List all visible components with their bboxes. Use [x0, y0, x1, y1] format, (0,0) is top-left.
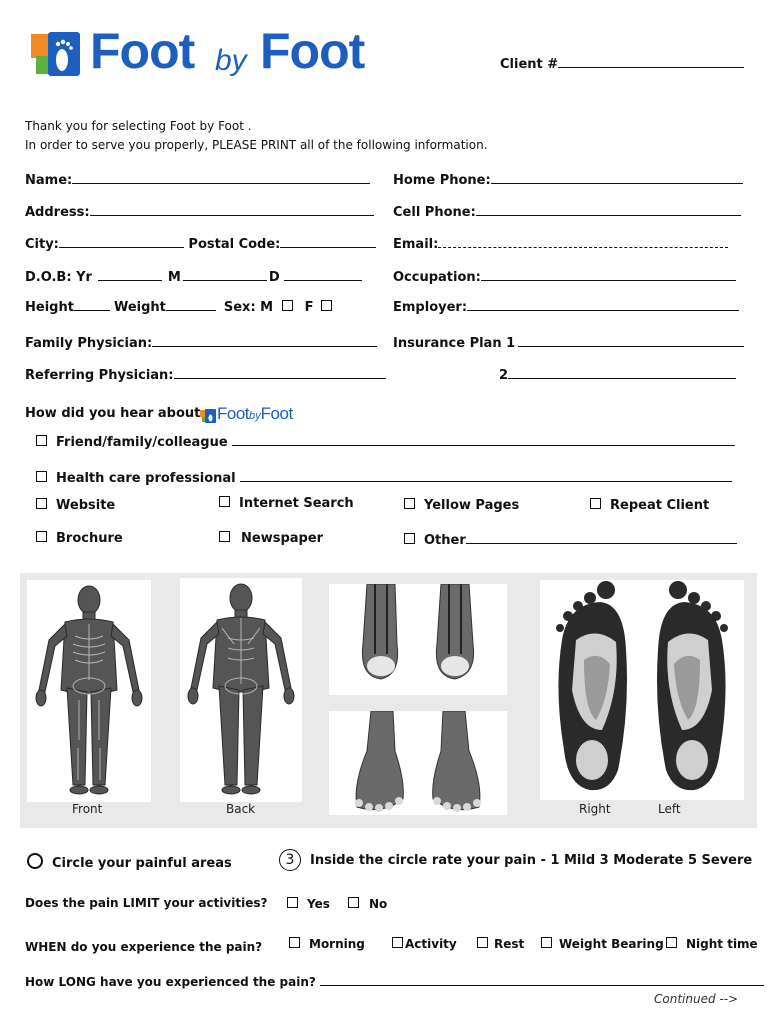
referral-option-other[interactable] — [404, 531, 737, 548]
limit-no-label: No — [369, 897, 388, 911]
client-number-label: Client # — [500, 57, 559, 72]
employer-label: Employer: — [393, 300, 468, 315]
insurance-plan-2-field[interactable] — [499, 366, 736, 383]
left-caption: Left — [658, 802, 681, 816]
address-label: Address: — [25, 205, 90, 220]
limit-no-option[interactable] — [348, 897, 387, 912]
weight-bearing-label: Weight Bearing — [559, 937, 664, 951]
when-question: WHEN do you experience the pain? — [25, 940, 263, 954]
height-label: Height — [25, 300, 74, 315]
family-physician-line[interactable] — [152, 334, 377, 347]
referral-option-website[interactable] — [36, 498, 115, 513]
name-field[interactable] — [25, 171, 370, 188]
brochure-checkbox[interactable] — [36, 531, 47, 542]
home-phone-label: Home Phone: — [393, 173, 491, 188]
referral-option-brochure[interactable] — [36, 531, 123, 546]
occupation-label: Occupation: — [393, 270, 481, 285]
feet-top-figure — [329, 711, 507, 815]
limit-question: Does the pain LIMIT your activities? — [25, 896, 268, 910]
activity-label: Activity — [405, 937, 457, 951]
postal-code-label: Postal Code: — [188, 237, 281, 252]
ankle-back-figure — [329, 584, 507, 695]
yellow-label: Yellow Pages — [424, 498, 520, 513]
other-checkbox[interactable] — [404, 533, 415, 544]
friend-checkbox[interactable] — [36, 435, 47, 446]
referring-physician-line[interactable] — [174, 366, 386, 379]
insurance-plan-label: Insurance Plan 1 — [393, 336, 516, 351]
limit-yes-label: Yes — [307, 897, 330, 911]
other-label: Other — [424, 533, 466, 548]
address-field[interactable] — [25, 203, 374, 220]
intro-line-1: Thank you for selecting Foot by Foot . — [25, 119, 252, 133]
insurance-plan-2-label: 2 — [499, 368, 509, 383]
front-caption: Front — [72, 802, 103, 816]
back-body-figure — [180, 578, 302, 802]
limit-yes-option[interactable] — [287, 897, 330, 912]
cell-phone-label: Cell Phone: — [393, 205, 476, 220]
referral-question-text: How did you hear about — [25, 406, 201, 421]
referral-logo — [199, 404, 293, 424]
internet-label: Internet Search — [239, 496, 354, 511]
sex-f-checkbox[interactable] — [321, 300, 332, 311]
family-physician-field[interactable] — [25, 334, 377, 351]
when-weight-bearing-option[interactable] — [541, 937, 664, 952]
name-line[interactable] — [72, 171, 370, 184]
postal-code-line[interactable] — [280, 235, 376, 248]
small-logo-foot-1: Foot — [217, 404, 250, 423]
referral-option-friend[interactable] — [36, 433, 735, 450]
height-line[interactable] — [74, 298, 110, 311]
dob-day-label: D — [268, 270, 280, 285]
brochure-label: Brochure — [56, 531, 123, 546]
small-logo-by: by — [249, 410, 261, 422]
client-number-line[interactable] — [558, 55, 744, 68]
small-logo-foot-2: Foot — [260, 404, 293, 423]
cell-phone-line[interactable] — [476, 203, 741, 216]
city-line[interactable] — [59, 235, 184, 248]
sex-label: Sex: M — [223, 300, 274, 315]
city-label: City: — [25, 237, 59, 252]
occupation-line[interactable] — [481, 268, 736, 281]
logo-foot-icon — [28, 26, 84, 82]
morning-label: Morning — [309, 937, 365, 951]
referral-option-health[interactable] — [36, 469, 732, 486]
morning-checkbox[interactable] — [289, 937, 300, 948]
email-field[interactable] — [393, 235, 728, 252]
circle-icon — [27, 853, 43, 869]
when-rest-option[interactable] — [477, 937, 524, 952]
other-line[interactable] — [466, 531, 737, 544]
soles-figure — [540, 580, 744, 800]
email-line[interactable] — [438, 235, 728, 248]
referral-option-internet[interactable] — [219, 496, 354, 511]
front-body-figure — [27, 580, 151, 802]
logo-text-foot-2: Foot — [260, 23, 365, 79]
ankle-back-image[interactable] — [329, 584, 507, 695]
circle-instruction-text: Circle your painful areas — [52, 856, 232, 871]
health-line[interactable] — [240, 469, 732, 482]
address-line[interactable] — [90, 203, 374, 216]
health-checkbox[interactable] — [36, 471, 47, 482]
small-logo-foot-icon — [199, 408, 217, 424]
rate-number: 3 — [285, 852, 295, 868]
rate-instruction-text: Inside the circle rate your pain - 1 Mild 3 Moderate 5 Severe — [310, 853, 753, 868]
limit-yes-checkbox[interactable] — [287, 897, 298, 908]
cell-phone-field[interactable] — [393, 203, 741, 220]
website-checkbox[interactable] — [36, 498, 47, 509]
sex-f-label: F — [304, 300, 314, 315]
home-phone-line[interactable] — [491, 171, 743, 184]
weight-label: Weight — [113, 300, 166, 315]
how-long-line[interactable] — [320, 973, 764, 986]
newspaper-checkbox[interactable] — [219, 531, 230, 542]
health-label: Health care professional — [56, 471, 236, 486]
employer-field[interactable] — [393, 298, 739, 315]
newspaper-label: Newspaper — [241, 531, 324, 546]
rest-checkbox[interactable] — [477, 937, 488, 948]
how-long-field[interactable] — [25, 973, 764, 989]
height-weight-sex-field[interactable] — [25, 298, 332, 315]
repeat-label: Repeat Client — [610, 498, 710, 513]
referral-option-yellow[interactable] — [404, 498, 519, 513]
referring-physician-field[interactable] — [25, 366, 386, 383]
when-night-option[interactable] — [666, 937, 758, 952]
home-phone-field[interactable] — [393, 171, 743, 188]
insurance-plan-2-line[interactable] — [508, 366, 736, 379]
rate-instruction — [279, 849, 752, 871]
front-body-image[interactable] — [27, 580, 151, 802]
employer-line[interactable] — [467, 298, 739, 311]
yellow-checkbox[interactable] — [404, 498, 415, 509]
body-diagram-panel — [20, 573, 757, 828]
referral-option-repeat[interactable] — [590, 498, 709, 513]
back-caption: Back — [226, 802, 256, 816]
rest-label: Rest — [494, 937, 525, 951]
when-morning-option[interactable] — [289, 937, 365, 952]
night-checkbox[interactable] — [666, 937, 677, 948]
friend-line[interactable] — [232, 433, 735, 446]
referral-option-newspaper[interactable] — [219, 531, 323, 546]
referral-question — [25, 406, 200, 421]
weight-line[interactable] — [166, 298, 216, 311]
family-physician-label: Family Physician: — [25, 336, 153, 351]
circle-instruction — [27, 853, 232, 871]
soles-image[interactable] — [540, 580, 744, 800]
dob-day-line[interactable] — [284, 268, 362, 281]
insurance-plan-field[interactable] — [393, 334, 744, 351]
limit-no-checkbox[interactable] — [348, 897, 359, 908]
logo — [28, 22, 388, 84]
dob-label: D.O.B: Yr — [25, 270, 92, 285]
how-long-question: How LONG have you experienced the pain? — [25, 975, 316, 989]
logo-text-foot-1: Foot — [90, 23, 195, 79]
city-field[interactable] — [25, 235, 376, 252]
right-caption: Right — [579, 802, 611, 816]
night-label: Night time — [686, 937, 758, 951]
email-label: Email: — [393, 237, 439, 252]
intro-line-2: In order to serve you properly, PLEASE PRINT all of the following information. — [25, 138, 488, 152]
dob-month-line[interactable] — [183, 268, 267, 281]
logo-text-by: by — [215, 44, 247, 77]
name-label: Name: — [25, 173, 73, 188]
activity-checkbox[interactable] — [392, 937, 403, 948]
internet-checkbox[interactable] — [219, 496, 230, 507]
repeat-checkbox[interactable] — [590, 498, 601, 509]
referring-physician-label: Referring Physician: — [25, 368, 174, 383]
feet-top-image[interactable] — [329, 711, 507, 815]
dob-month-label: M — [167, 270, 181, 285]
insurance-plan-line[interactable] — [518, 334, 744, 347]
when-activity-option[interactable] — [392, 937, 457, 952]
dob-year-line[interactable] — [98, 268, 162, 281]
continued-note: Continued --> — [654, 992, 739, 1006]
weight-bearing-checkbox[interactable] — [541, 937, 552, 948]
back-body-image[interactable] — [180, 578, 302, 802]
friend-label: Friend/family/colleague — [56, 435, 228, 450]
website-label: Website — [56, 498, 116, 513]
client-number-field[interactable] — [500, 55, 744, 72]
rate-circle-icon — [279, 849, 301, 871]
dob-field[interactable] — [25, 268, 362, 285]
occupation-field[interactable] — [393, 268, 736, 285]
sex-m-checkbox[interactable] — [282, 300, 293, 311]
